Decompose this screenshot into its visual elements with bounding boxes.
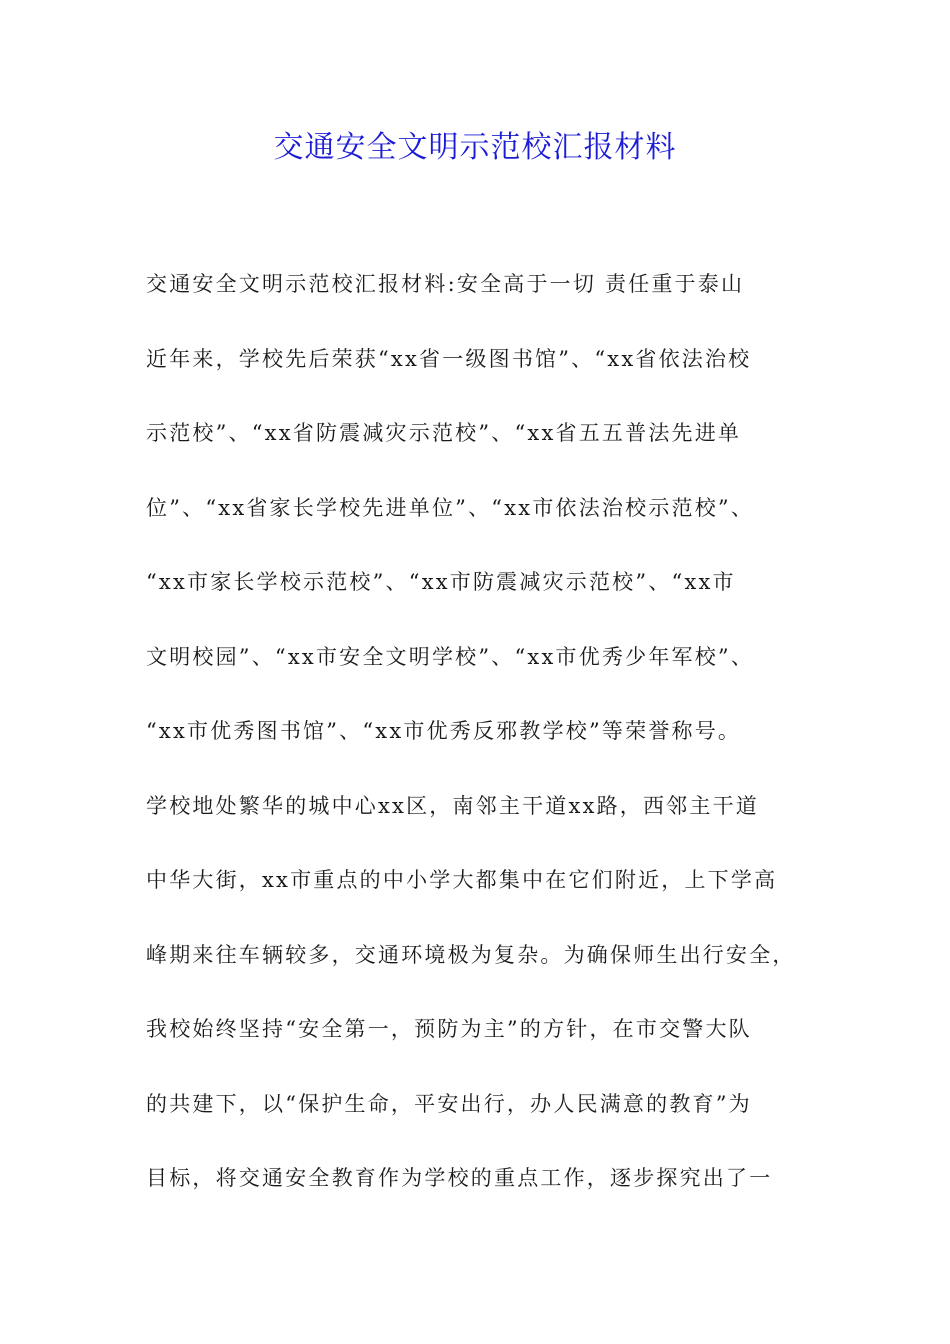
body-line: 中华大街，xx市重点的中小学大都集中在它们附近，上下学高 bbox=[146, 868, 778, 892]
body-line: “xx市家长学校示范校”、“xx市防震减灾示范校”、“xx市 bbox=[146, 570, 736, 594]
document-body bbox=[146, 262, 836, 1231]
body-line: 文明校园”、“xx市安全文明学校”、“xx市优秀少年军校”、 bbox=[146, 644, 755, 669]
body-line: 峰期来往车辆较多，交通环境极为复杂。为确保师生出行安全， bbox=[146, 942, 796, 967]
body-line: 目标，将交通安全教育作为学校的重点工作，逐步探究出了一 bbox=[146, 1166, 773, 1190]
body-line: 交通安全文明示范校汇报材料:安全高于一切 责任重于泰山 bbox=[146, 272, 745, 296]
body-line: 的共建下，以“保护生命，平安出行，办人民满意的教育”为 bbox=[146, 1091, 752, 1116]
body-line: 近年来，学校先后荣获“xx省一级图书馆”、“xx省依法治校 bbox=[146, 346, 752, 371]
body-line: 示范校”、“xx省防震减灾示范校”、“xx省五五普法先进单 bbox=[146, 421, 742, 445]
body-line: 我校始终坚持“安全第一，预防为主”的方针，在市交警大队 bbox=[146, 1017, 752, 1041]
document-title: 交通安全文明示范校汇报材料 bbox=[273, 130, 677, 165]
body-line: 位”、“xx省家长学校先进单位”、“xx市依法治校示范校”、 bbox=[146, 495, 755, 520]
body-line: 学校地处繁华的城中心xx区，南邻主干道xx路，西邻主干道 bbox=[146, 793, 759, 818]
body-line: “xx市优秀图书馆”、“xx市优秀反邪教学校”等荣誉称号。 bbox=[146, 719, 742, 743]
